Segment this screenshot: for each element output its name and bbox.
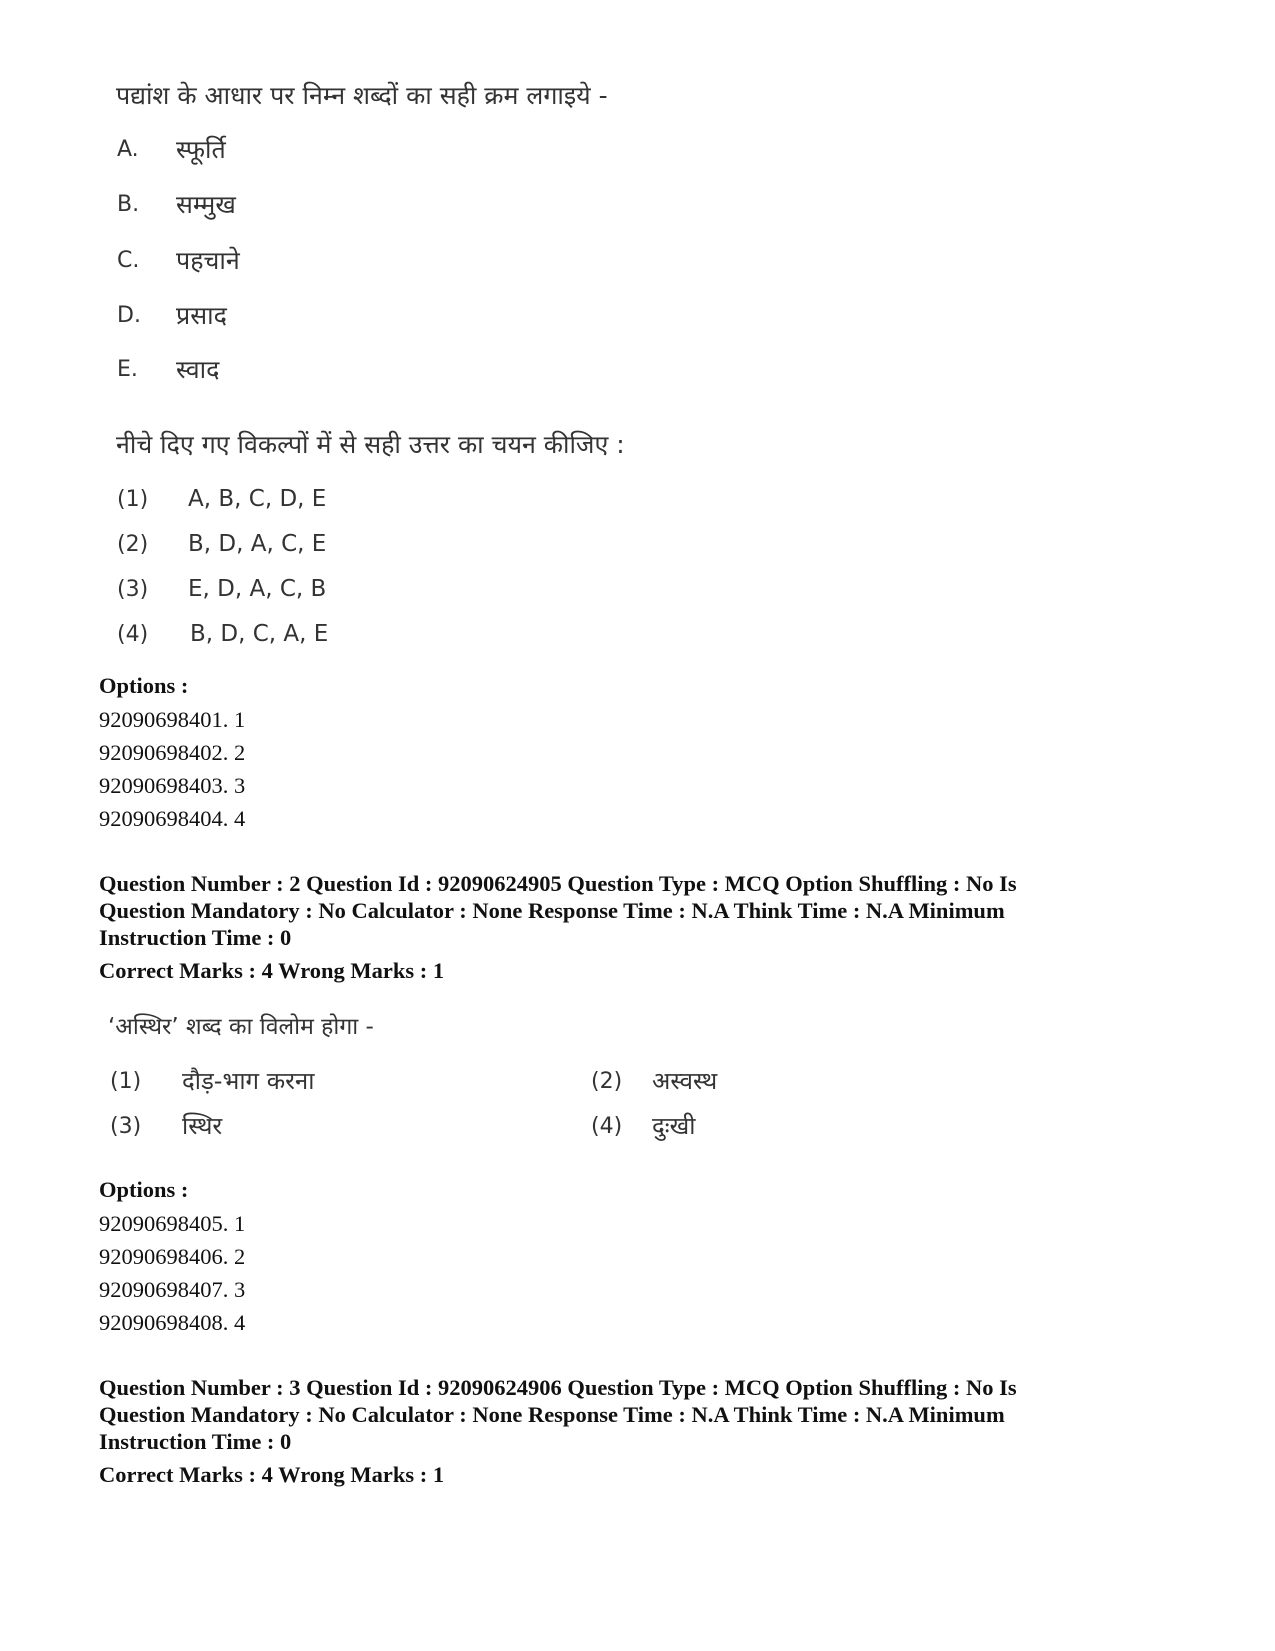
q1-word-label-c: C. [117,248,140,273]
q1-choice-num-2: (2) [117,532,149,557]
q2-option-3: 92090698407. 3 [99,1277,246,1302]
q1-option-3: 92090698403. 3 [99,773,246,798]
q2-choice-num-1: (1) [110,1069,142,1094]
q3-meta-line-2: Question Mandatory : No Calculator : None Response Time : N.A Think Time : N.A Minimum [99,1402,1005,1427]
q1-word-label-a: A. [117,137,139,162]
q2-options-heading: Options : [99,1177,189,1202]
q3-meta-line-1: Question Number : 3 Question Id : 92090624906 Question Type : MCQ Option Shuffling : No Is [99,1375,1017,1400]
q1-option-4: 92090698404. 4 [99,806,246,831]
q2-meta-line-1: Question Number : 2 Question Id : 92090624905 Question Type : MCQ Option Shuffling : No Is [99,871,1017,896]
q1-question-text: पद्यांश के आधार पर निम्न शब्दों का सही क्रम लगाइये - [116,81,608,110]
q2-marks: Correct Marks : 4 Wrong Marks : 1 [99,958,445,983]
q1-word-c: पहचाने [176,246,240,275]
q2-choice-num-4: (4) [591,1114,623,1139]
q2-choice-num-3: (3) [110,1114,142,1139]
q1-word-a: स्फूर्ति [176,135,226,164]
q1-word-d: प्रसाद [176,301,227,330]
q1-choice-4: B, D, C, A, E [190,621,329,647]
q2-question-text: ‘अस्थिर’ शब्द का विलोम होगा - [108,1014,374,1040]
q2-choice-num-2: (2) [591,1069,623,1094]
q1-word-label-d: D. [117,303,141,328]
q2-choice-2: अस्वस्थ [652,1067,718,1095]
q1-option-2: 92090698402. 2 [99,740,246,765]
q1-choice-num-1: (1) [117,487,149,512]
q2-option-2: 92090698406. 2 [99,1244,246,1269]
q1-choice-num-3: (3) [117,577,149,602]
q1-choice-2: B, D, A, C, E [188,531,327,557]
q1-instruction: नीचे दिए गए विकल्पों में से सही उत्तर का चयन कीजिए : [116,430,625,459]
q2-choice-4: दुःखी [652,1112,696,1140]
q1-choice-num-4: (4) [117,622,149,647]
q1-choice-3: E, D, A, C, B [188,576,327,602]
q3-meta-line-3: Instruction Time : 0 [99,1429,292,1454]
q2-choice-3: स्थिर [182,1112,223,1140]
q1-word-label-b: B. [117,192,140,217]
q2-choice-1: दौड़-भाग करना [182,1067,315,1095]
q2-option-1: 92090698405. 1 [99,1211,246,1236]
q2-option-4: 92090698408. 4 [99,1310,246,1335]
q2-meta-line-3: Instruction Time : 0 [99,925,292,950]
q1-word-e: स्वाद [176,355,220,384]
q3-marks: Correct Marks : 4 Wrong Marks : 1 [99,1462,445,1487]
q1-options-heading: Options : [99,673,189,698]
q1-word-b: सम्मुख [176,190,236,219]
q1-word-label-e: E. [117,357,138,382]
q2-meta-line-2: Question Mandatory : No Calculator : None Response Time : N.A Think Time : N.A Minimum [99,898,1005,923]
q1-option-1: 92090698401. 1 [99,707,246,732]
q1-choice-1: A, B, C, D, E [188,486,327,512]
